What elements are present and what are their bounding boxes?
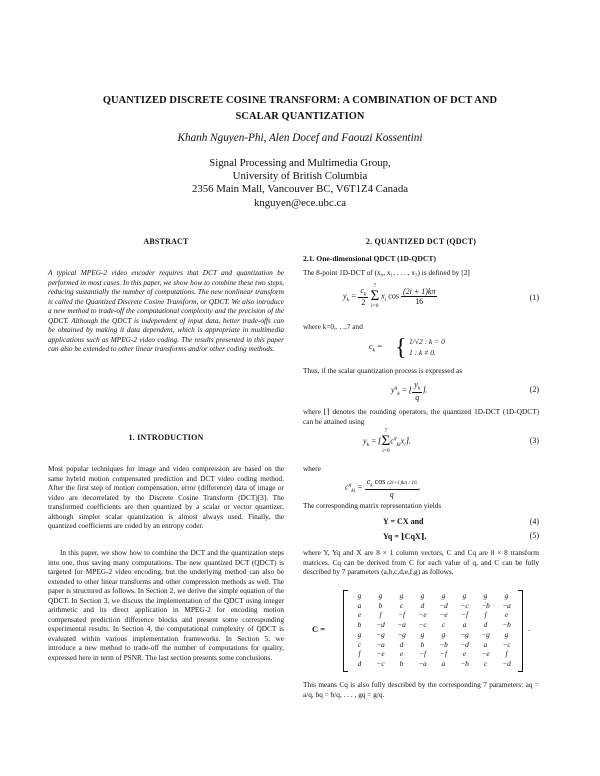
affiliation-line-2: University of British Columbia: [232, 170, 368, 183]
matrix-cell: −a: [418, 658, 427, 668]
ck-case-1: 1/√2 : k = 0: [409, 337, 445, 346]
matrix-left-bracket: [343, 590, 348, 672]
matrix-cell: −g: [376, 629, 385, 639]
matrix-cell: d: [483, 620, 488, 630]
matrix-cell: e: [399, 649, 404, 659]
matrix-cell: −e: [376, 649, 385, 659]
matrix-cell: −f: [440, 649, 447, 659]
matrix-cell: f: [379, 610, 382, 620]
matrix-cell: b: [357, 620, 362, 630]
section-2-text-8: This means Cq is also fully described by the corresponding 7 parameters: aq = a/q, bq = b/q, . . . , gq = g/q.: [303, 680, 539, 699]
matrix-cell: −b: [439, 639, 448, 649]
matrix-cell: −c: [418, 620, 427, 630]
matrix-period: .: [528, 624, 530, 633]
section-2-text-7: where Y, Yq and X are 8 × 1 column vectors, C and Cq are 8 × 8 transform matrices. Cq can be derived from C for each value of q, and C can be fully described by 7 parameters (a,b,c,d,e,f,g) as follows,: [303, 548, 539, 576]
section-2-text-1: The 8-point 1D-DCT of (x₀, x₁, . . . , x₇) is defined by [2]: [303, 268, 470, 277]
matrix-cell: a: [483, 639, 488, 649]
matrix-c: [343, 590, 523, 670]
matrix-cell: g: [420, 591, 425, 600]
ck-definition: $c_k$ = { 1/√2 : k = 0 1 : k ≠ 0.: [369, 335, 445, 361]
matrix-cell: e: [504, 610, 509, 620]
matrix-cell: c: [399, 600, 404, 610]
intro-paragraph-2: In this paper, we show how to combine the DCT and the quantization steps into one, thus saving many computations. The new quantized DCT (QDCT) is targeted for MPEG-2 video encoding, but the underlying method can also be extended to other linear transforms and other compression methods as well. The paper is structured as follows. In Section 2, we derive the simple equation of the QDCT. In Section 3, we discuss the implementation of the QDCT using integer arithmetic and its direct application in MPEG-2 for encoding motion compensated prediction difference blocks and present some corresponding experimental results. In Section 4, the computational complexity of QDCT is evaluated within various implementation frameworks. In Section 5, we introduce a new method to trade-off the number of computations for quality, expressed here in term of PSNR. The last section presents some conclusions.: [48, 548, 284, 662]
matrix-cell: −g: [481, 629, 490, 639]
ck-case-2: 1 : k ≠ 0.: [409, 348, 436, 357]
affiliation-line-3: 2356 Main Mall, Vancouver BC, V6T1Z4 Canada: [191, 183, 409, 196]
matrix-cell: −b: [481, 600, 490, 610]
equation-2: $y^q_k$ = ⌊ $\frac{y_k}{q}$ ⌉. (2): [391, 380, 539, 402]
matrix-cell: −f: [398, 610, 405, 620]
matrix-cell: −f: [419, 649, 426, 659]
matrix-cell: f: [358, 649, 361, 659]
matrix-cell: a: [357, 600, 362, 610]
equation-5: [303, 531, 539, 543]
matrix-cell: −a: [502, 600, 511, 610]
equation-2-number: (2): [529, 385, 539, 394]
matrix-cell: g: [357, 629, 362, 639]
equation-3-number: (3): [529, 436, 539, 445]
matrix-cell: g: [399, 591, 404, 600]
paper-title: [60, 93, 540, 125]
section-2-text-6: The corresponding matrix representation yields: [303, 501, 442, 510]
authors: Khanh Nguyen-Phi, Alen Docef and Faouzi Kossentini: [177, 132, 423, 144]
matrix-cell: −g: [460, 629, 469, 639]
title-line-1: QUANTIZED DISCRETE COSINE TRANSFORM: A COMBINATION OF DCT AND: [102, 95, 498, 106]
matrix-cell: a: [441, 658, 446, 668]
matrix-cell: d: [357, 658, 362, 668]
matrix-cell: −b: [460, 658, 469, 668]
matrix-cell: f: [505, 649, 508, 659]
section-2-text-4: where ⌊⌉ denotes the rounding operators, the quantized 1D-DCT (1D-QDCT) can be attained using: [303, 407, 539, 426]
equation-1: $y_k$ = $\frac{c_k}{2}$ 7 Σ i=0 $x_i$ cos $\frac{(2i + 1)k\pi}{16}$ (1): [343, 283, 539, 309]
affiliation-email: knguyen@ece.ubc.ca: [253, 196, 347, 209]
equation-5-text: Yq = ⌊CqX⌉.: [383, 532, 427, 541]
matrix-cell: g: [441, 591, 446, 600]
section-2-heading: 2. QUANTIZED DCT (QDCT): [365, 237, 477, 246]
abstract-heading: ABSTRACT: [143, 237, 189, 246]
matrix-cell: b: [420, 639, 425, 649]
matrix-cell: −c: [502, 639, 511, 649]
title-line-2: SCALAR QUANTIZATION: [235, 111, 365, 122]
affiliation: [60, 157, 540, 210]
matrix-cell: g: [462, 591, 467, 600]
matrix-cell: −d: [460, 639, 469, 649]
matrix-cell: −e: [418, 610, 427, 620]
matrix-cell: −a: [376, 639, 385, 649]
matrix-label: C =: [312, 624, 326, 634]
matrix-cell: g: [420, 629, 425, 639]
matrix-cell: e: [357, 610, 362, 620]
section-2-text-3: Thus, if the scalar quantization process is expressed as: [303, 366, 463, 375]
matrix-cell: g: [483, 591, 488, 600]
equation-4-text: Y = CX and: [383, 517, 424, 526]
matrix-cell: f: [484, 610, 487, 620]
matrix-cell: c: [441, 620, 446, 630]
section-2-text-5: where: [303, 464, 321, 473]
section-2-1-heading: 2.1. One-dimensional QDCT (1D-QDCT): [303, 254, 436, 263]
matrix-cell: g: [504, 629, 509, 639]
equation-3: $y_k$ = ⌊ 7 Σ i=0 $c^q_{ki}x_i⌉$. (3): [363, 428, 539, 454]
matrix-cell: −e: [439, 610, 448, 620]
section-2-text-2: where k=0,. . .,7 and: [303, 322, 363, 331]
matrix-cell: −d: [439, 600, 448, 610]
matrix-grid: [349, 591, 517, 669]
equation-4-number: (4): [529, 517, 539, 526]
matrix-cell: −g: [397, 629, 406, 639]
equation-4: [303, 517, 539, 529]
affiliation-line-1: Signal Processing and Multimedia Group,: [209, 157, 391, 169]
matrix-cell: d: [420, 600, 425, 610]
matrix-cell: c: [357, 639, 362, 649]
matrix-cell: −d: [376, 620, 385, 630]
matrix-cell: −f: [461, 610, 468, 620]
matrix-cell: −b: [502, 620, 511, 630]
introduction-heading: 1. INTRODUCTION: [128, 433, 204, 442]
matrix-cell: g: [504, 591, 509, 600]
matrix-cell: g: [441, 629, 446, 639]
matrix-cell: d: [399, 639, 404, 649]
equation-1-number: (1): [529, 293, 539, 302]
matrix-cell: −c: [376, 658, 385, 668]
matrix-cell: e: [462, 649, 467, 659]
matrix-cell: −d: [502, 658, 511, 668]
matrix-cell: c: [483, 658, 488, 668]
abstract-text: A typical MPEG-2 video encoder requires that DCT and quantization be performed in most cases. In this paper, we show how to combine these two steps, reducing sustantially the number of computations. The new nonlinear transform is called the Quantized Discrete Cosine Transform, or QDCT. We also introduce a new method to trade-off the computational complexity and the precision of the QDCT. Although the QDCT is independent of input data, better trade-offs can be obtained by making it data dependent, which is appropriate in multimedia applications such as MPEG-2 video coding. The results presented in this paper can also be extended to other linear transforms and/or other coding methods.: [48, 268, 284, 353]
matrix-cell: b: [399, 658, 404, 668]
matrix-cell: g: [357, 591, 362, 600]
matrix-cell: b: [378, 600, 383, 610]
cqki-definition: $c^q_{ki}$ = $\frac{c_k \cos (2i+1)k\pi / 16}{q}$ .: [345, 477, 421, 499]
matrix-cell: −c: [460, 600, 469, 610]
matrix-cell: g: [378, 591, 383, 600]
matrix-cell: a: [462, 620, 467, 630]
intro-paragraph-1: Most popular techniques for image and video compression are based on the same hybrid motion compensated prediction and DCT video coding method. After the first step of motion compensation, error (difference) data of image or video are decorrelated by the Discrete Cosine Transform (DCT)[3]. The transformed coefficients are then quantized by a scalar or vector quantizer, although simpler scalar quantization is almost always used. Finally, the quantized coefficients are coded by an entropy coder.: [48, 464, 284, 530]
matrix-cell: −a: [397, 620, 406, 630]
matrix-right-bracket: [518, 590, 523, 672]
matrix-cell: −e: [481, 649, 490, 659]
equation-5-number: (5): [529, 531, 539, 540]
